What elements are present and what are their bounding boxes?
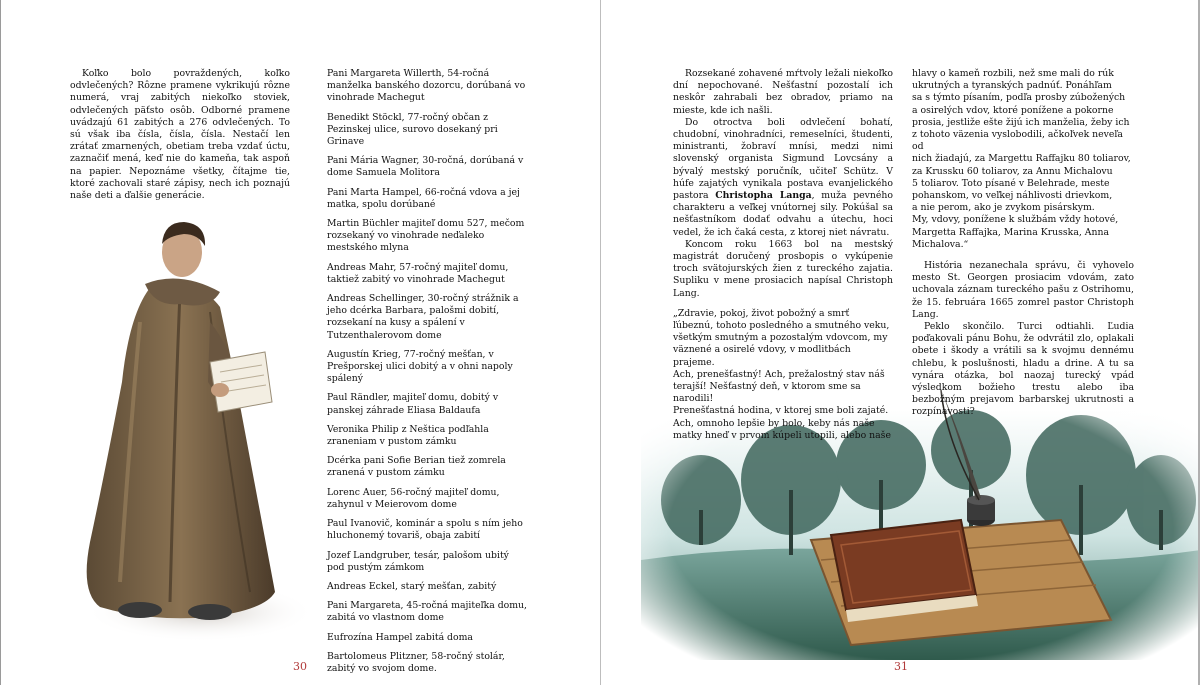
victim-entry: Pani Margareta Willerth, 54-ročná manželka banského dozorcu, dorúbaná vo vinohrade Machegut: [327, 68, 526, 104]
paragraph-bodies: Rozsekané zohavené mŕtvoly ležali niekoľko dní nepochované. Nešťastní pozostalí ich neskôr zahrabali bez obradov, priamo na mieste, kde ich našli.: [673, 68, 893, 116]
pastor-name: Christopha Langa: [715, 190, 812, 202]
letter-line: z tohoto väzenia vyslobodili, ačkoľvek neveľa od: [912, 129, 1123, 153]
victim-entry: Eufrozína Hampel zabitá doma: [327, 631, 473, 643]
victim-entry: Andreas Eckel, starý mešťan, zabitý: [327, 580, 497, 592]
paragraph-captives: [673, 117, 893, 239]
letter-line: prosia, jestliže ešte žijú ich manželia, žeby ich: [912, 116, 1130, 128]
letter-quote: [673, 308, 893, 442]
letter-line: Prenešťastná hodina, v ktorej sme boli zajaté.: [673, 405, 889, 417]
page-number-right: 31: [894, 660, 908, 673]
letter-line: ukrutných a tyranských padnúť. Ponáhľam: [912, 80, 1112, 92]
captives-text-a: Do otroctva boli odvlečení bohatí, chudobní, vinohradníci, remeselníci, študenti, ministranti, žobraví mnísi, medzi nimi slovenský organista Sigmund Lovcsány a bývalý mestský poručník, učiteľ Schütz. V húfe zajatých vynikala postava evanjelického pastora: [673, 116, 893, 202]
victim-entry: Veronika Philip z Neštica podľahla zraneniam v pustom zámku: [327, 423, 489, 448]
victim-entry: Dcérka pani Sofie Berian tiež zomrela zranená v pustom zámku: [327, 455, 506, 479]
letter-line: väznené a osirelé vdovy, v modlitbách prajeme.: [673, 344, 851, 368]
spacer: [912, 251, 1134, 260]
letter-line: za Krussku 60 toliarov, za Annu Michalovu: [912, 165, 1113, 177]
letter-line: Ach, omnoho lepšie by bolo, keby nás naše: [673, 417, 875, 429]
victim-entry: Lorenc Auer, 56-ročný majiteľ domu, zahynul v Meierovom dome: [327, 486, 500, 510]
victim-entry: Martin Büchler majiteľ domu 527, mečom rozsekaný vo vinohrade neďaleko mestského mlyna: [327, 218, 525, 254]
paragraph-petition: Koncom roku 1663 bol na mestský magistrát doručený prosbopis o vykúpenie troch svätojurských žien z tureckého zajatia. Supliku v mene prosiacich napísal Christoph Lang.: [673, 238, 893, 299]
letter-line: My, vdovy, ponížene k službám vždy hotové,: [912, 214, 1119, 226]
letter-line: „Zdravie, pokoj, život pobožný a smrť: [673, 307, 850, 319]
letter-line: pohanskom, vo veľkej náhlivosti drievkom,: [912, 190, 1113, 202]
letter-line: matky hneď v prvom kúpeli utopili, alebo naše: [673, 429, 891, 441]
victim-entry: Benedikt Stöckl, 77-ročný občan z Pezinskej ulice, surovo dosekaný pri Grinave: [327, 111, 498, 148]
letter-line: Margetta Raffajka, Marina Krusska, Anna: [912, 226, 1110, 238]
victim-entry: Paul Ivanovič, kominár a spolu s ním jeho hluchonemý tovariš, obaja zabití: [327, 518, 523, 542]
victim-entry: Pani Margareta, 45-ročná majiteľka domu, zabitá vo vlastnom dome: [327, 600, 528, 624]
captives-text-b: , muža pevného charakteru a veľkej vnútornej sily. Pokúšal sa nešťastníkom dodať odvahu a útechu, hoci vedel, že ich čaká cesta, z ktorej niet návratu.: [673, 190, 893, 238]
right-column-1: [673, 68, 893, 442]
letter-line: Michalova.“: [912, 238, 969, 250]
letter-line: hlavy o kameň rozbili, než sme mali do rúk: [912, 68, 1114, 79]
victim-entry: Pani Mária Wagner, 30-ročná, dorúbaná v dome Samuela Molitora: [327, 155, 524, 179]
letter-line: a nie perom, ako je zvykom pisárskym.: [912, 202, 1095, 214]
victim-entry: Andreas Mahr, 57-ročný majiteľ domu, taktiež zabitý vo vinohrade Machegut: [327, 261, 509, 285]
victims-list: [327, 68, 527, 682]
victim-entry: Paul Rändler, majiteľ domu, dobitý v panskej záhrade Eliasa Baldaufa: [327, 392, 499, 416]
intro-paragraph: [70, 68, 290, 202]
victim-entry: Augustín Krieg, 77-ročný mešťan, v Prešporskej ulici dobitý a v ohni napoly spálený: [327, 348, 513, 385]
victim-entry: Andreas Schellinger, 30-ročný strážnik a jeho dcérka Barbara, palošmi dobití, rozsekaní na kusy a spálení v Tutzenthalerovom dome: [327, 293, 519, 341]
paragraph-history: História nezanechala správu, či vyhovelo mesto St. Georgen prosiacim vdovám, zato uchovala záznam tureckého pašu z Ostrihomu, že 15. februára 1665 zomrel pastor Christoph Lang.: [912, 260, 1134, 320]
letter-line: Ach, prenešťastný! Ach, prežalostný stav náš: [673, 368, 885, 380]
letter-line: 5 toliarov. Toto písané v Belehrade, meste: [912, 177, 1110, 189]
right-page: [601, 0, 1200, 685]
intro-text: Koľko bolo povraždených, koľko odvlečených? Rôzne pramene vykrikujú rôzne numerá, vraj zabitých niekoľko stoviek, odvlečených päťsto osôb. Odborné pramene uvádzajú 61 zabitých a 276 odvlečených. To sú však iba čísla, čísla, čísla. Nestačí len zrátať zmarnených, obetiam treba vzdať úctu, zaznačiť mená, keď nie do kameňa, tak aspoň na papier. Nepoznáme všetky, čítajme tie, ktoré zachovali staré zápisy, nech ich poznajú naše deti a ďalšie generácie.: [70, 68, 290, 202]
book-edge-left: [0, 0, 1, 685]
victim-entry: Pani Marta Hampel, 66-ročná vdova a jej matka, spolu dorúbané: [327, 186, 520, 210]
letter-line: a osirelých vdov, ktoré ponížene a pokorne: [912, 104, 1114, 116]
letter-line: sa s týmto písaním, podľa prosby zúbožených: [912, 92, 1126, 104]
pastor-illustration: [60, 212, 310, 652]
letter-line: terajší! Nešťastný deň, v ktorom sme sa narodili!: [673, 381, 861, 405]
letter-line: všetkým smutným a pozostalým vdovcom, my: [673, 332, 888, 344]
letter-line: nich žiadajú, za Margettu Raffajku 80 toliarov,: [912, 153, 1131, 165]
victim-entry: Jozef Landgruber, tesár, palošom ubitý pod pustým zámkom: [327, 549, 509, 573]
page-number-left: 30: [293, 660, 307, 673]
victim-entry: Bartolomeus Plitzner, 58-ročný stolár, zabitý vo svojom dome.: [327, 650, 505, 674]
letter-line: ľúbeznú, tohoto posledného a smutného veku,: [673, 320, 890, 332]
paragraph-conclusion: Peklo skončilo. Turci odtiahli. Ľudia poďakovali pánu Bohu, že odvrátil zlo, oplakali obete i škody a vrátili sa k svojmu dennému chlebu, k poslušnosti, hladu a drine. A tu sa vynára otázka, bol naozaj turecký vpád výsledkom božieho trestu alebo iba bezbožným prejavom barbarskej ukrutnosti a rozpínavosti?: [912, 321, 1134, 418]
right-column-2: [912, 68, 1134, 419]
